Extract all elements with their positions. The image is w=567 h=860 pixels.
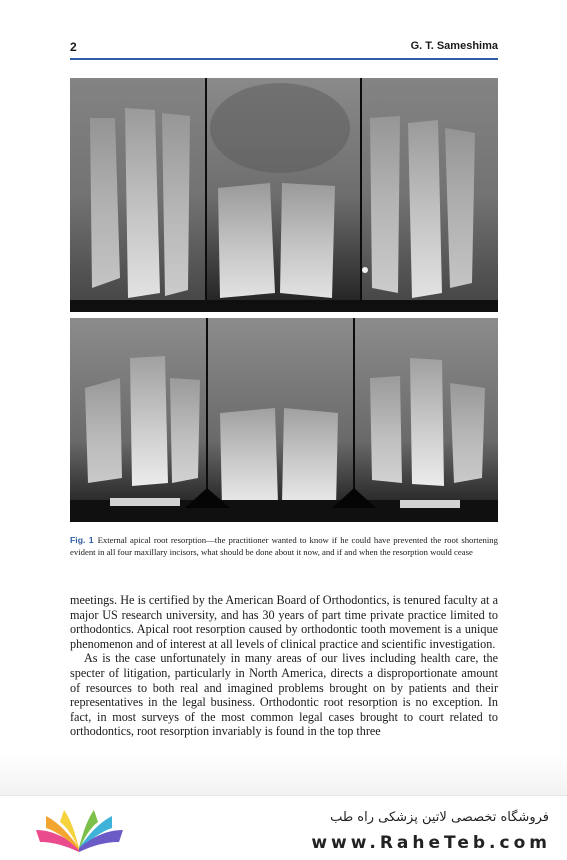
figure-label: Fig. 1: [70, 535, 94, 545]
paragraph-2: As is the case unfortunately in many areas of our lives including health care, the specter of litigation, particularly in North America, directs a disproportionate amount of resources to both real and imagined problems brought on by patients and their representatives in the legal business. Orthodontic root resorption is no exception. In fact, in most surveys of the most common legal cases brought to court related to orthodontics, root resorption invariably is found in the top three: [70, 651, 498, 739]
figure-caption: [70, 534, 498, 558]
figure-caption-text: External apical root resorption—the practitioner wanted to know if he could have prevented the root shortening evident in all four maxillary incisors, what should be done about it now, and if and when the resorption would cease: [70, 535, 498, 557]
header-rule: [70, 58, 498, 60]
book-logo-icon: [32, 808, 127, 854]
page-header: [70, 40, 498, 60]
paragraph-1: meetings. He is certified by the American Board of Orthodontics, is tenured faculty at a major US research university, and has 30 years of part time private practice limited to orthodontics. Apical root resorption caused by orthodontic tooth movement is a unique phenomenon and of interest at all levels of clinical practice and scientific investigation.: [70, 593, 498, 651]
radiograph-lower-series: [70, 318, 498, 522]
radiograph-upper-series: [70, 78, 498, 312]
body-text: [70, 593, 498, 739]
page-number: 2: [70, 40, 77, 54]
running-head: G. T. Sameshima: [410, 40, 498, 52]
store-url[interactable]: www.RaheTeb.com: [311, 833, 551, 853]
store-name: فروشگاه تخصصی لاتین پزشکی راه طب: [330, 810, 549, 825]
